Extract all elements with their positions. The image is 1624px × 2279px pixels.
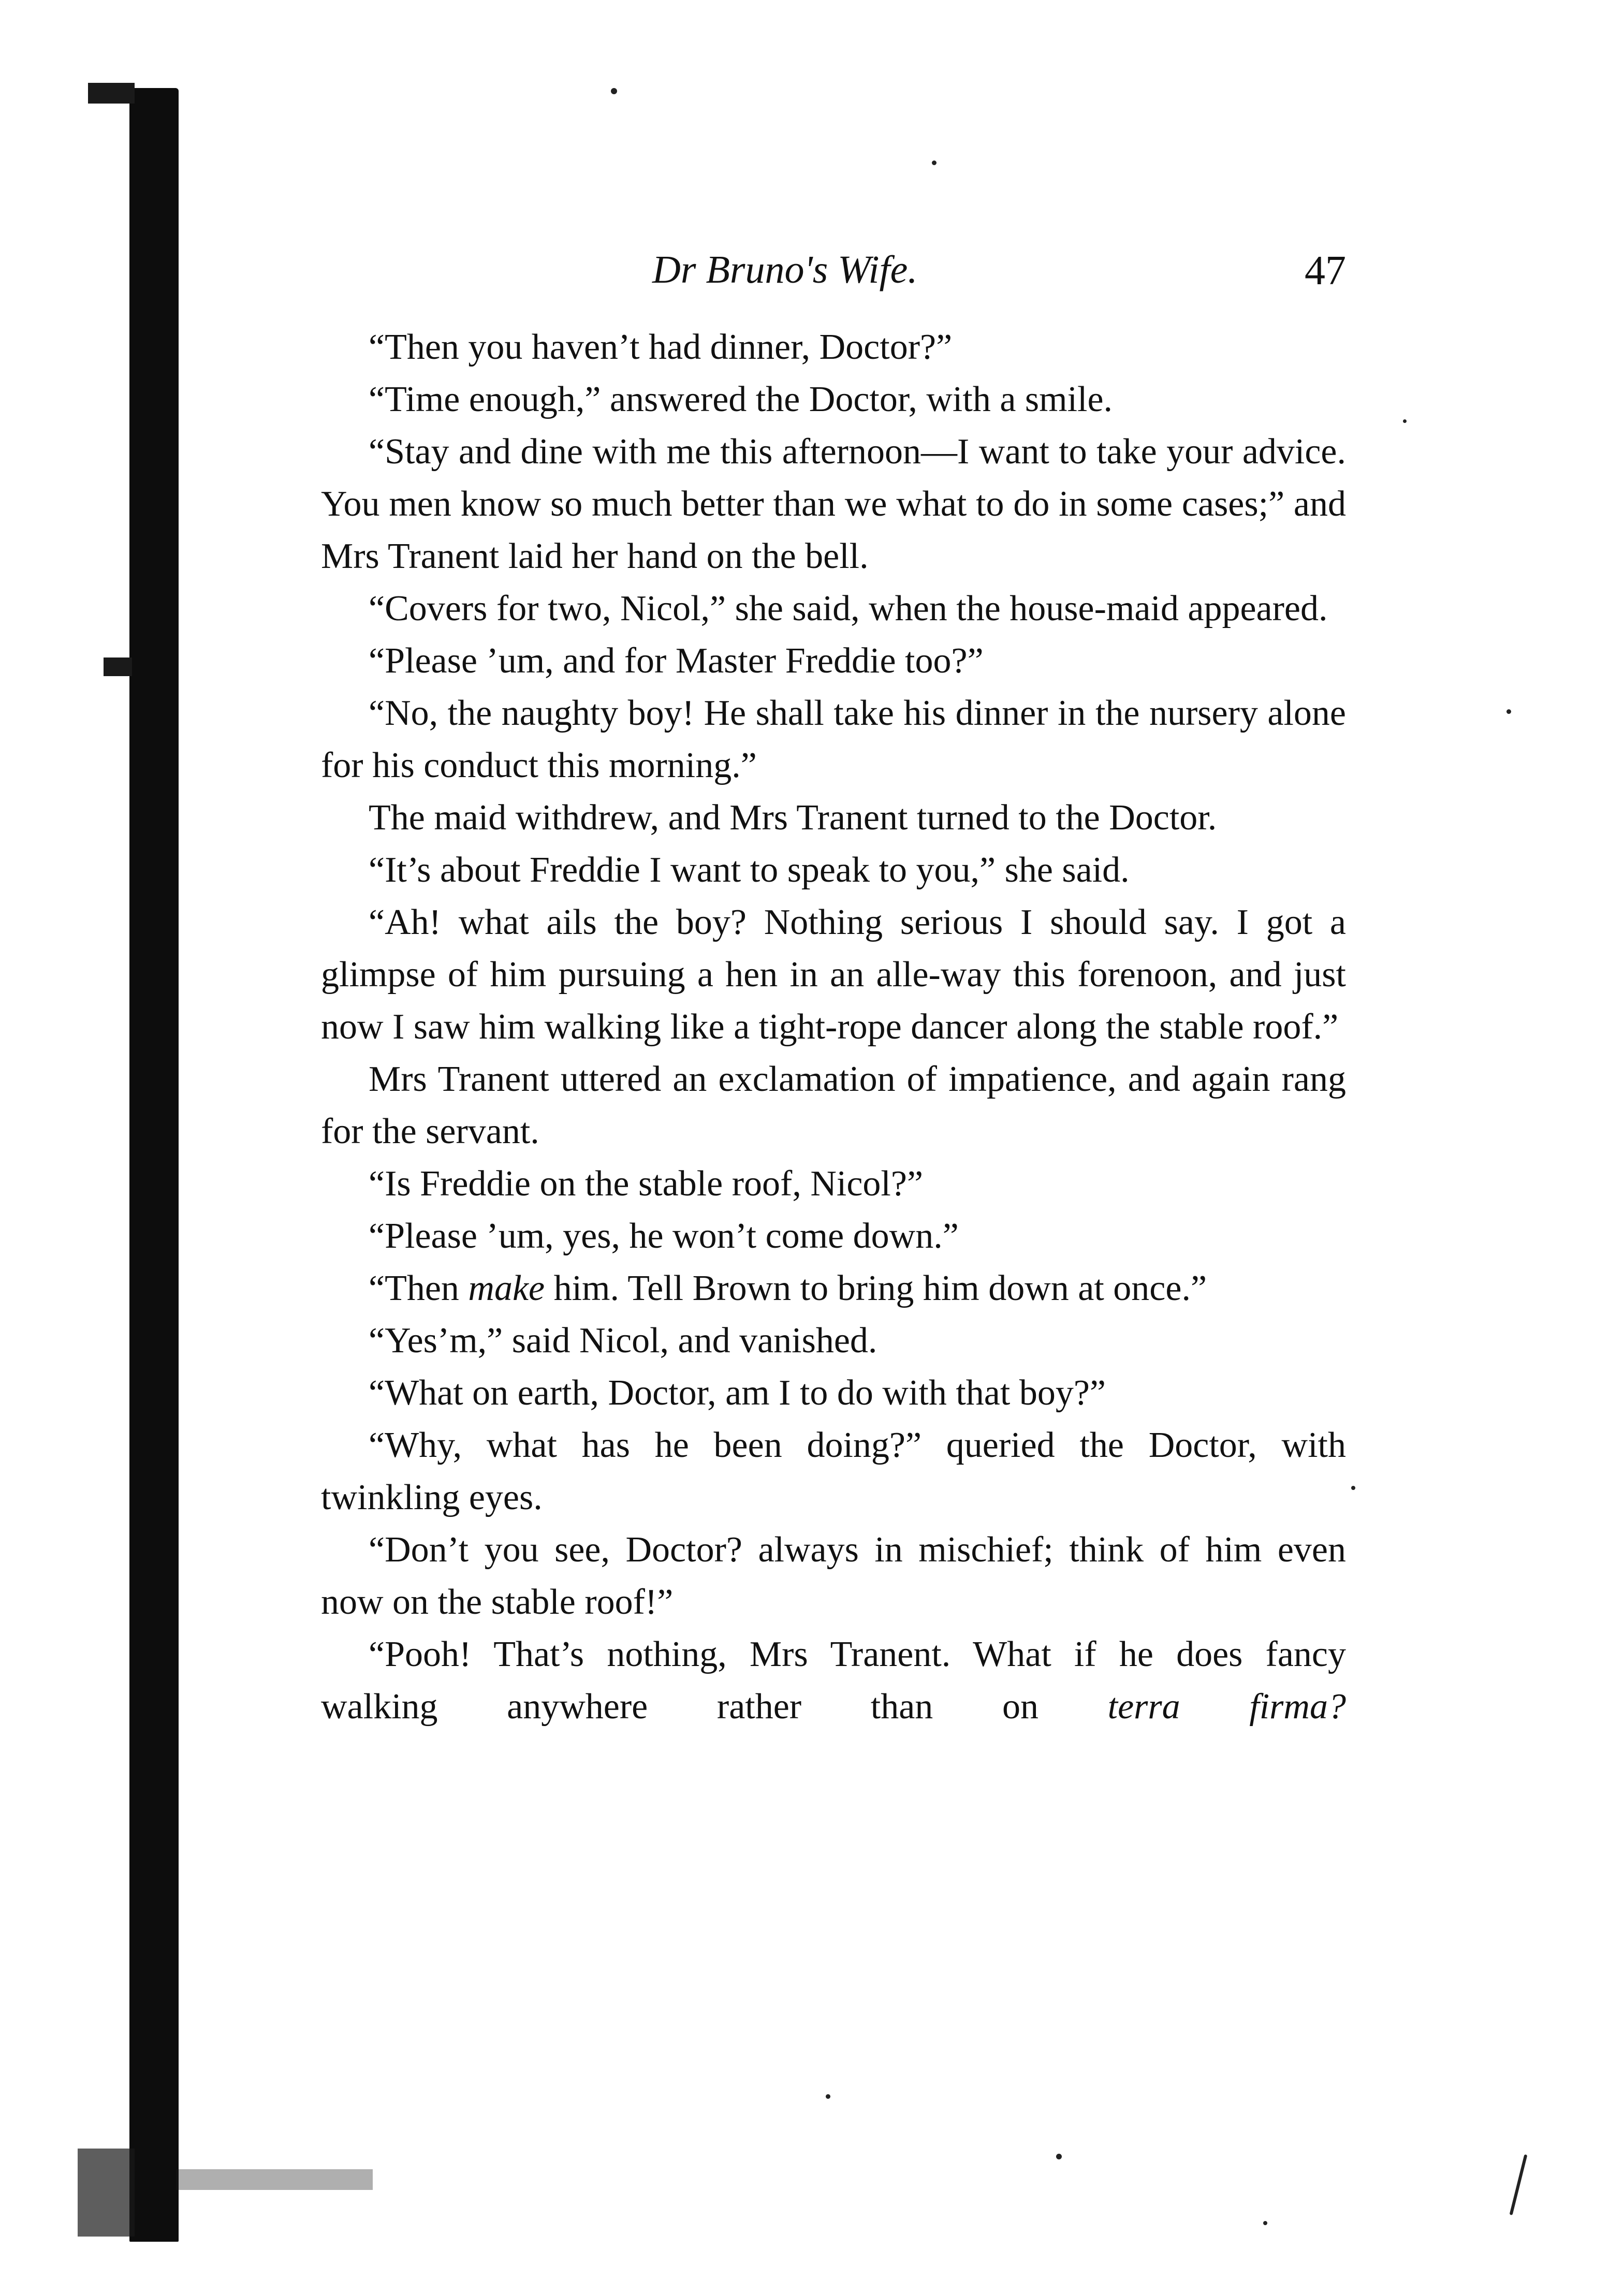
scan-edge-fragment (88, 83, 135, 104)
scan-speck (1056, 2154, 1062, 2159)
paragraph (321, 582, 1346, 635)
paragraph-text: “Pooh! That’s nothing, Mrs Tranent. What if he does fancy walking anywhere rather than on (321, 1634, 1346, 1727)
paragraph-text: “No, the naughty boy! He shall take his dinner in the nursery alone for his conduct this morning.” (321, 693, 1346, 785)
body-text (321, 321, 1346, 1733)
scan-speck (1506, 709, 1511, 714)
paragraph (321, 1262, 1346, 1314)
scan-speck (1403, 419, 1407, 423)
paragraph (321, 1628, 1346, 1733)
emphasis-text: terra firma? (1107, 1687, 1346, 1727)
paragraph-text: “Then (369, 1268, 469, 1308)
paragraph-text: “Is Freddie on the stable roof, Nicol?” (369, 1164, 924, 1204)
scan-edge-fragment (176, 2169, 373, 2190)
paragraph (321, 687, 1346, 792)
paragraph-text: “Stay and dine with me this afternoon—I want to take your advice. You men know so much better than we what to do in some cases;” and Mrs Tranent laid her hand on the bell. (321, 432, 1346, 576)
scan-speck (932, 160, 937, 165)
scan-speck (611, 88, 617, 94)
paragraph-text: “Why, what has he been doing?” queried the Doctor, with twinkling eyes. (321, 1425, 1346, 1517)
paragraph (321, 1367, 1346, 1419)
scan-binding-edge (129, 88, 179, 2242)
scan-speck (826, 2094, 830, 2099)
paragraph-text: “Time enough,” answered the Doctor, with a smile. (369, 379, 1113, 419)
scan-edge-fragment (78, 2149, 135, 2237)
paragraph (321, 1158, 1346, 1210)
paragraph (321, 896, 1346, 1053)
paragraph (321, 321, 1346, 373)
paragraph (321, 792, 1346, 844)
paragraph (321, 1314, 1346, 1367)
paragraph (321, 1524, 1346, 1628)
paragraph-text: “Covers for two, Nicol,” she said, when the house-maid appeared. (369, 589, 1328, 629)
paragraph-text: “Don’t you see, Doctor? always in mischief; think of him even now on the stable roof!” (321, 1530, 1346, 1622)
scan-edge-fragment (104, 658, 132, 676)
paragraph (321, 426, 1346, 582)
paragraph-text: Mrs Tranent uttered an exclamation of impatience, and again rang for the servant. (321, 1059, 1346, 1151)
paragraph-text: “What on earth, Doctor, am I to do with that boy?” (369, 1373, 1106, 1413)
scan-speck (1351, 1486, 1355, 1490)
paragraph-text: “Ah! what ails the boy? Nothing serious I should say. I got a glimpse of him pursuing a hen in an alle-way this forenoon, and just now I saw him walking like a tight-rope dancer along the stable roof.” (321, 902, 1346, 1047)
paragraph (321, 844, 1346, 896)
paragraph-text: “Yes’m,” said Nicol, and vanished. (369, 1321, 877, 1361)
paragraph-text: “Please ’um, yes, he won’t come down.” (369, 1216, 959, 1256)
paragraph (321, 1053, 1346, 1158)
paragraph (321, 1210, 1346, 1262)
running-title: Dr Bruno's Wife. (652, 248, 918, 291)
paragraph-text: him. Tell Brown to bring him down at once.” (545, 1268, 1207, 1308)
paragraph-text: “Please ’um, and for Master Freddie too?” (369, 641, 984, 681)
paragraph-text: “Then you haven’t had dinner, Doctor?” (369, 327, 953, 367)
scan-speck (1263, 2221, 1267, 2225)
page-number: 47 (1305, 248, 1346, 294)
paragraph-text: “It’s about Freddie I want to speak to you,” she said. (369, 850, 1130, 890)
scan-speck (1510, 2154, 1528, 2215)
paragraph (321, 373, 1346, 426)
emphasis-text: make (468, 1268, 545, 1308)
page-header (321, 247, 1346, 304)
paragraph-text: The maid withdrew, and Mrs Tranent turned to the Doctor. (369, 798, 1217, 838)
paragraph (321, 1419, 1346, 1524)
paragraph (321, 635, 1346, 687)
